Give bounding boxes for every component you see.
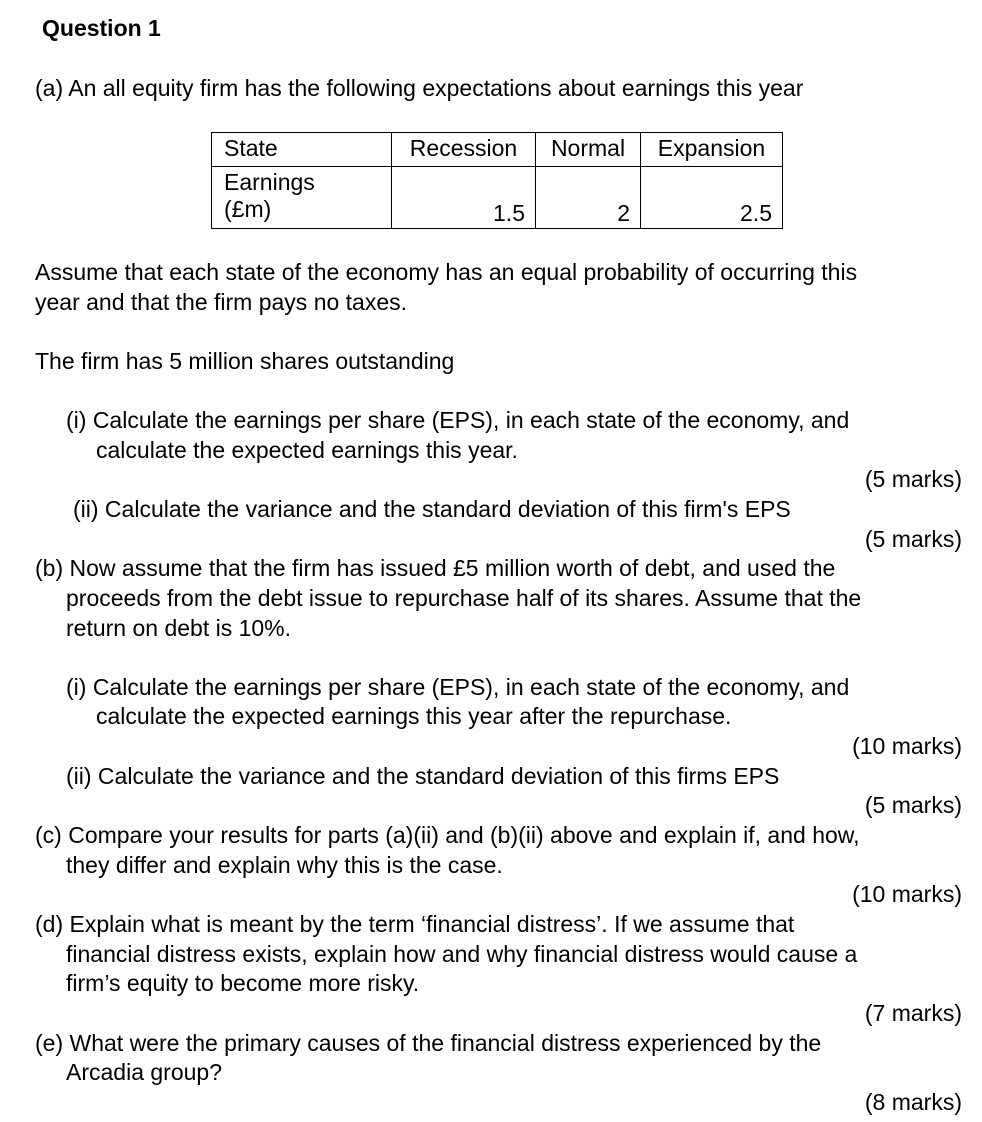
part-c-line-2: they differ and explain why this is the case. bbox=[66, 852, 503, 878]
part-a-i-line-1: (i) Calculate the earnings per share (EPS), in each state of the economy, and bbox=[66, 407, 850, 433]
part-a-intro: (a) An all equity firm has the following expectations about earnings this year bbox=[35, 75, 804, 101]
part-b-line-1: (b) Now assume that the firm has issued £5 million worth of debt, and used the bbox=[35, 555, 836, 581]
part-b-ii-line-1: (ii) Calculate the variance and the standard deviation of this firms EPS bbox=[66, 763, 780, 789]
header-expansion: Expansion bbox=[641, 133, 783, 167]
part-b-line-3: return on debt is 10%. bbox=[66, 615, 292, 641]
part-a-ii-line-1: (ii) Calculate the variance and the standard deviation of this firm's EPS bbox=[73, 496, 791, 522]
part-b-ii-marks: (5 marks) bbox=[864, 792, 962, 818]
part-a-i-line-2: calculate the expected earnings this year. bbox=[96, 437, 518, 463]
part-a-i-marks: (5 marks) bbox=[864, 466, 962, 492]
part-b-i-line-1: (i) Calculate the earnings per share (EPS), in each state of the economy, and bbox=[66, 674, 850, 700]
part-c-marks: (10 marks) bbox=[852, 881, 962, 907]
assumption-line-2: year and that the firm pays no taxes. bbox=[35, 289, 408, 315]
part-b-line-2: proceeds from the debt issue to repurchase half of its shares. Assume that the bbox=[66, 585, 862, 611]
header-state: State bbox=[212, 133, 392, 167]
earnings-normal: 2 bbox=[536, 167, 641, 229]
part-e-line-2: Arcadia group? bbox=[66, 1059, 222, 1085]
question-title: Question 1 bbox=[42, 15, 161, 41]
earnings-recession: 1.5 bbox=[392, 167, 536, 229]
header-normal: Normal bbox=[536, 133, 641, 167]
earnings-unit-label: (£m) bbox=[224, 196, 272, 222]
part-b-i-line-2: calculate the expected earnings this year after the repurchase. bbox=[96, 703, 732, 729]
part-d-line-3: firm’s equity to become more risky. bbox=[66, 970, 420, 996]
part-a-ii-marks: (5 marks) bbox=[864, 526, 962, 552]
part-c-line-1: (c) Compare your results for parts (a)(ii) and (b)(ii) above and explain if, and how, bbox=[35, 822, 860, 848]
header-recession: Recession bbox=[392, 133, 536, 167]
part-b-i-marks: (10 marks) bbox=[852, 733, 962, 759]
table-header-row bbox=[212, 133, 783, 167]
part-e-marks: (8 marks) bbox=[864, 1089, 962, 1115]
shares-outstanding: The firm has 5 million shares outstanding bbox=[35, 348, 455, 374]
earnings-label: Earnings bbox=[224, 169, 315, 195]
earnings-table bbox=[211, 132, 783, 229]
part-d-marks: (7 marks) bbox=[864, 1000, 962, 1026]
part-d-line-2: financial distress exists, explain how and why financial distress would cause a bbox=[66, 941, 858, 967]
table-earnings-row bbox=[212, 167, 783, 229]
part-d-line-1: (d) Explain what is meant by the term ‘financial distress’. If we assume that bbox=[35, 911, 795, 937]
earnings-expansion: 2.5 bbox=[641, 167, 783, 229]
part-e-line-1: (e) What were the primary causes of the financial distress experienced by the bbox=[35, 1030, 822, 1056]
earnings-row-label bbox=[212, 167, 392, 229]
assumption-line-1: Assume that each state of the economy has an equal probability of occurring this bbox=[35, 259, 858, 285]
